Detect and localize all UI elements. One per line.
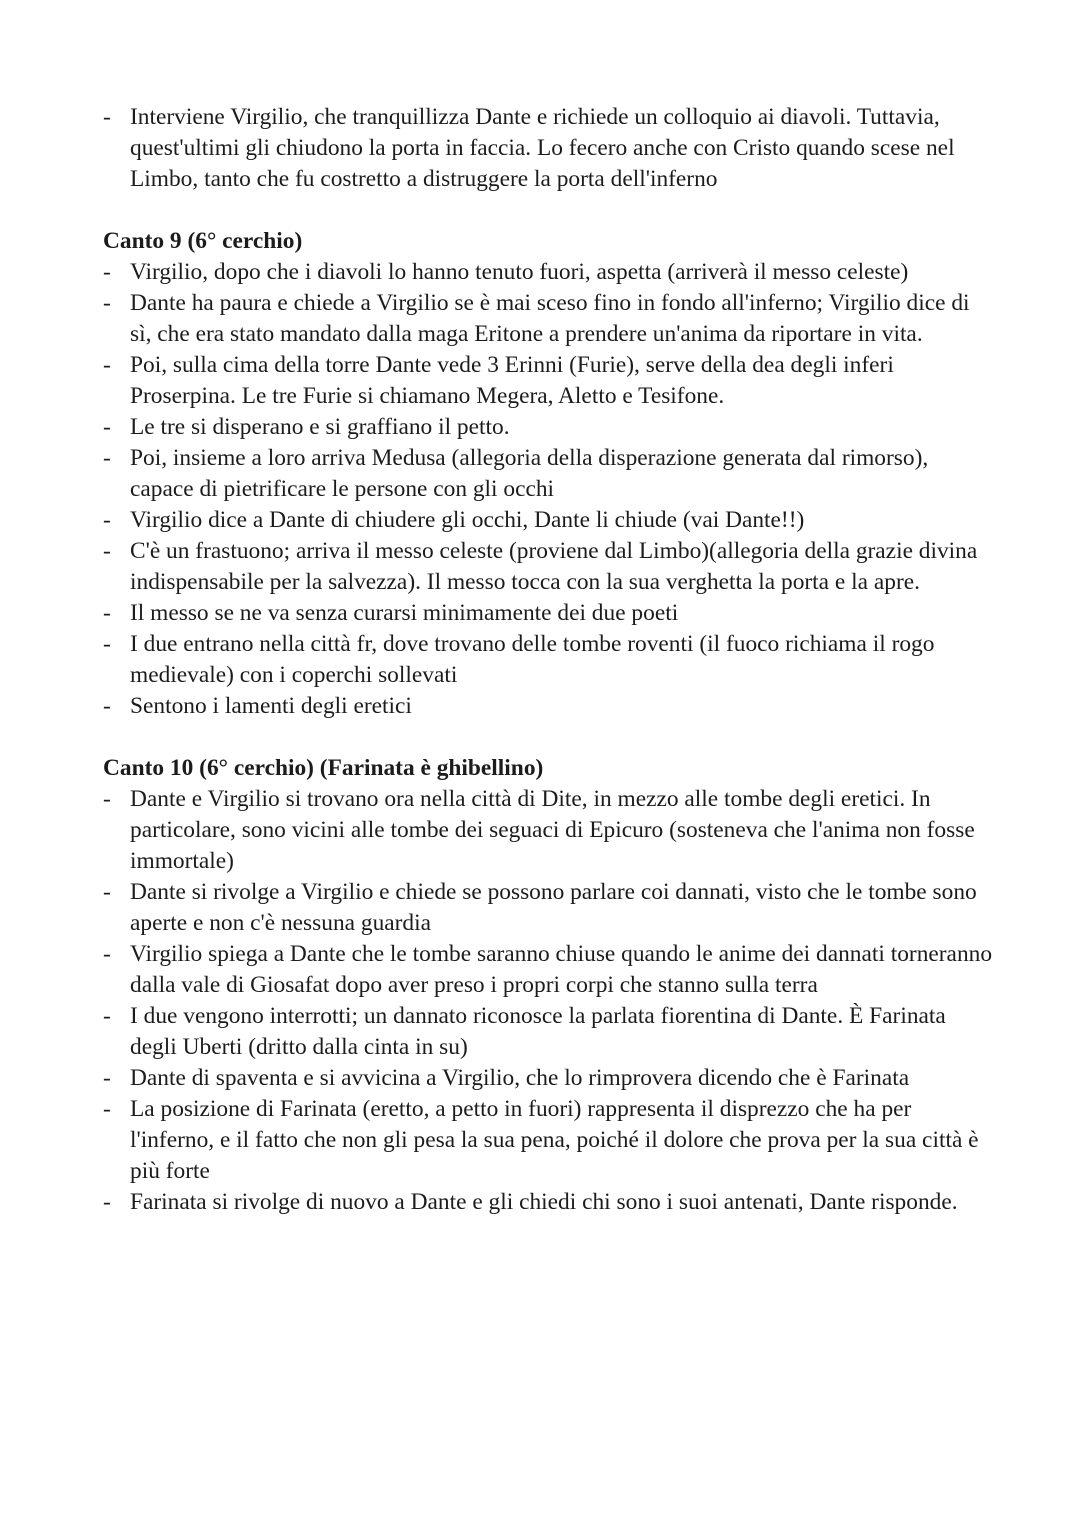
bullet-dash: - (103, 414, 111, 440)
notes-content (103, 102, 993, 1218)
list-item (103, 102, 993, 195)
list-item-text: I due entrano nella città fr, dove trovano delle tombe roventi (il fuoco richiama il rogo medievale) con i coperchi sollevati (130, 631, 935, 688)
bullet-dash: - (103, 507, 111, 533)
bullet-dash: - (103, 879, 111, 905)
list-item (103, 536, 993, 598)
bullet-list (103, 784, 993, 1218)
bullet-list (103, 257, 993, 722)
bullet-dash: - (103, 104, 111, 130)
list-item-text: Dante di spaventa e si avvicina a Virgilio, che lo rimprovera dicendo che è Farinata (130, 1065, 910, 1091)
bullet-dash: - (103, 631, 111, 657)
list-item-text: Le tre si disperano e si graffiano il petto. (130, 414, 510, 440)
section-heading: Canto 10 (6° cerchio) (Farinata è ghibellino) (103, 755, 544, 781)
list-item (103, 939, 993, 1001)
list-item (103, 598, 993, 629)
list-item-text: Dante si rivolge a Virgilio e chiede se possono parlare coi dannati, visto che le tombe sono aperte e non c'è nessuna guardia (130, 879, 977, 936)
list-item-text: Farinata si rivolge di nuovo a Dante e gli chiedi chi sono i suoi antenati, Dante risponde. (130, 1189, 958, 1215)
bullet-dash: - (103, 352, 111, 378)
list-item-text: Il messo se ne va senza curarsi minimamente dei due poeti (130, 600, 679, 626)
list-item (103, 629, 993, 691)
list-item-text: C'è un frastuono; arriva il messo celeste (proviene dal Limbo)(allegoria della grazie divina indispensabile per la salvezza). Il messo tocca con la sua verghetta la porta e la apre. (130, 538, 978, 595)
bullet-dash: - (103, 1096, 111, 1122)
bullet-dash: - (103, 941, 111, 967)
list-item-text: La posizione di Farinata (eretto, a petto in fuori) rappresenta il disprezzo che ha per l'inferno, e il fatto che non gli pesa la sua pena, poiché il dolore che prova per la sua città è più forte (130, 1096, 979, 1184)
list-item (103, 257, 993, 288)
bullet-dash: - (103, 259, 111, 285)
list-item (103, 691, 993, 722)
list-item-text: Sentono i lamenti degli eretici (130, 693, 412, 719)
bullet-dash: - (103, 1065, 111, 1091)
list-item (103, 877, 993, 939)
list-item (103, 288, 993, 350)
list-item-text: Poi, insieme a loro arriva Medusa (allegoria della disperazione generata dal rimorso), capace di pietrificare le persone con gli occhi (130, 445, 929, 502)
list-item-text: Virgilio spiega a Dante che le tombe saranno chiuse quando le anime dei dannati torneranno dalla vale di Giosafat dopo aver preso i propri corpi che stanno sulla terra (130, 941, 993, 998)
list-item-text: I due vengono interrotti; un dannato riconosce la parlata fiorentina di Dante. È Farinata degli Uberti (dritto dalla cinta in su) (130, 1003, 946, 1060)
bullet-list (103, 102, 993, 195)
list-item (103, 443, 993, 505)
list-item (103, 784, 993, 877)
section-canto-10 (103, 753, 993, 1218)
section-heading: Canto 9 (6° cerchio) (103, 228, 303, 254)
bullet-dash: - (103, 538, 111, 564)
list-item (103, 1063, 993, 1094)
list-item-text: Virgilio, dopo che i diavoli lo hanno tenuto fuori, aspetta (arriverà il messo celeste) (130, 259, 909, 285)
bullet-dash: - (103, 445, 111, 471)
list-item-text: Dante ha paura e chiede a Virgilio se è mai sceso fino in fondo all'inferno; Virgilio dice di sì, che era stato mandato dalla maga Eritone a prendere un'anima da riportare in vita. (130, 290, 970, 347)
list-item-text: Virgilio dice a Dante di chiudere gli occhi, Dante li chiude (vai Dante!!) (130, 507, 805, 533)
bullet-dash: - (103, 600, 111, 626)
list-item (103, 1187, 993, 1218)
bullet-dash: - (103, 290, 111, 316)
list-item (103, 412, 993, 443)
bullet-dash: - (103, 1189, 111, 1215)
list-item-text: Interviene Virgilio, che tranquillizza Dante e richiede un colloquio ai diavoli. Tuttavia, quest'ultimi gli chiudono la porta in faccia. Lo fecero anche con Cristo quando scese nel Limbo, tanto che fu costretto a distruggere la porta dell'inferno (130, 104, 955, 192)
list-item (103, 1094, 993, 1187)
list-item (103, 505, 993, 536)
section-canto-9 (103, 226, 993, 722)
list-item (103, 350, 993, 412)
bullet-dash: - (103, 1003, 111, 1029)
list-item-text: Poi, sulla cima della torre Dante vede 3 Erinni (Furie), serve della dea degli inferi Proserpina. Le tre Furie si chiamano Megera, Aletto e Tesifone. (130, 352, 894, 409)
bullet-dash: - (103, 786, 111, 812)
bullet-dash: - (103, 693, 111, 719)
list-item (103, 1001, 993, 1063)
list-item-text: Dante e Virgilio si trovano ora nella città di Dite, in mezzo alle tombe degli eretici. In particolare, sono vicini alle tombe dei seguaci di Epicuro (sosteneva che l'anima non fosse immortale) (130, 786, 975, 874)
section-intro (103, 102, 993, 195)
